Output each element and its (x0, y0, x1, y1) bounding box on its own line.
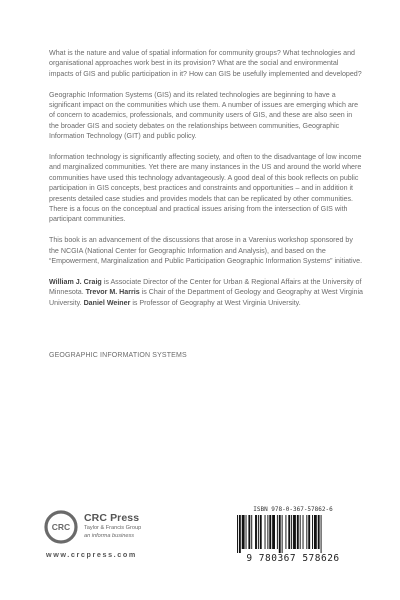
blurb-paragraph: Geographic Information Systems (GIS) and its related technologies are beginning to have a significant impact on the communities which use them. A number of issues are emerging which are of concern to academics, professionals, and community users of GIS, and these are also seen in the broader GIS and society debates on the relationships between communities, Geographic Information Technology (GIT) and public policy. (49, 90, 359, 141)
barcode-bar (288, 515, 290, 549)
isbn-barcode (229, 506, 357, 568)
barcode-bar (239, 515, 241, 553)
blurb-paragraph: What is the nature and value of spatial information for community groups? What technologies and organisational approaches work best in its provision? What are the social and environmental impacts of GIS and public participation in it? How can GIS be usefully implemented and developed? (49, 49, 362, 78)
blurb (49, 48, 363, 318)
author-name: William J. Craig (49, 277, 102, 286)
barcode-bar (314, 515, 317, 549)
author-bio: is Associate Director of the Center for Urban & Regional Affairs at the University of Minnesota. (49, 277, 362, 297)
barcode-bar (251, 515, 252, 549)
barcode-bar (248, 515, 250, 549)
barcode-bar (258, 515, 259, 549)
barcode-bar (242, 515, 245, 549)
barcode-bar (260, 515, 262, 549)
barcode-bar (269, 515, 271, 549)
author-name: Trevor M. Harris (85, 288, 140, 297)
barcode-bar (282, 515, 283, 553)
isbn-number: 9 780367 578626 (246, 553, 340, 564)
author-bio: is Chair of the Department of Geology and Geography at West Virginia University. (49, 288, 363, 307)
barcode-bar (318, 515, 320, 549)
publisher-business: an informa business (84, 533, 135, 539)
blurb-paragraph: This book is an advancement of the discussions that arose in a Varenius workshop sponsored by the NCGIA (National Center for Geographic Information and Analysis), and based on the “Empowerment, Marginalization and Public Participation Geographic Information Systems” initiative. (49, 236, 363, 266)
barcode-bar (300, 515, 301, 549)
barcode-bar (293, 515, 296, 549)
barcode-bar (277, 515, 278, 549)
barcode-bar (279, 515, 281, 553)
barcode-bar (255, 515, 257, 549)
barcode-bars (237, 515, 349, 553)
barcode-bar (265, 515, 266, 549)
barcode-bar (297, 515, 299, 549)
publisher-name: CRC Press (84, 512, 140, 524)
author-name: Daniel Weiner (83, 298, 131, 307)
barcode-bar (267, 515, 268, 549)
author-bio: is Professor of Geography at West Virginia University. (130, 298, 301, 307)
barcode-bar (291, 515, 292, 549)
barcode-bar (246, 515, 247, 549)
barcode-bar (285, 515, 286, 549)
barcode-bar (237, 515, 238, 553)
barcode-bar (306, 515, 307, 549)
barcode-bar (303, 515, 304, 549)
barcode-bar (308, 515, 310, 549)
publisher-url: www.crcpress.com (46, 550, 137, 559)
publisher-group: Taylor & Francis Group (84, 525, 142, 531)
subject-category: GEOGRAPHIC INFORMATION SYSTEMS (49, 352, 187, 359)
barcode-bar (321, 515, 322, 553)
crc-logo-letters: CRC (51, 522, 71, 532)
blurb-paragraph: Information technology is significantly affecting society, and often to the disadvantage of low income and marginalized communities. Yet there are many instances in the US and around the world where communities have used this technology advantageously. A good deal of this book reflects on public participation in GIS concepts, best practices and constraints and opportunities – and in addition it presents detailed case studies and provides models that can be replicated by other communities. There is a focus on the conceptual and practical issues arising from the intersection of GIS with participant communities. (49, 153, 362, 224)
barcode-bar (312, 515, 313, 549)
author-bios (49, 277, 363, 308)
isbn-label: ISBN 978-0-367-57862-6 (253, 506, 333, 513)
barcode-bar (272, 515, 275, 549)
crc-logo-icon (44, 510, 78, 544)
publisher-logo (44, 510, 184, 570)
